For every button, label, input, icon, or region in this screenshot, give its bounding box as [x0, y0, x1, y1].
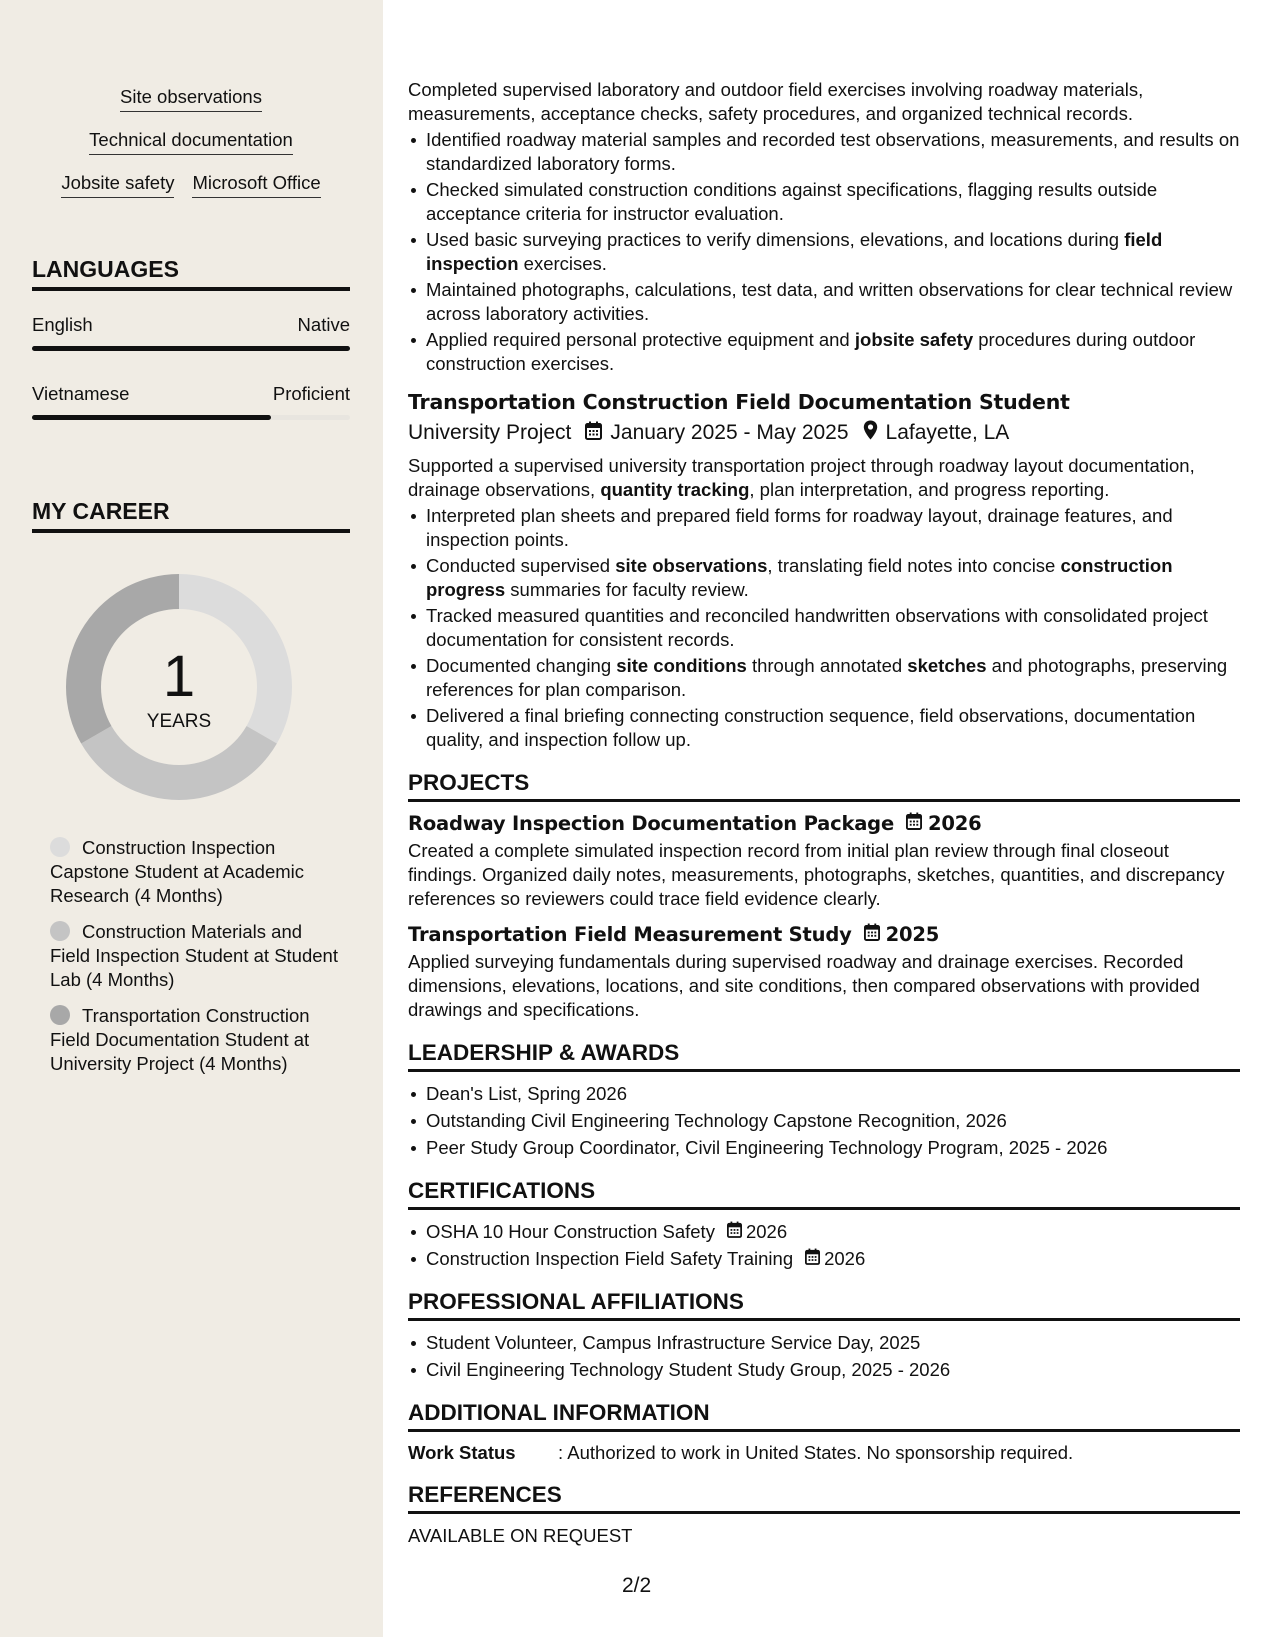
- career-legend-item: [50, 1004, 340, 1076]
- bullet-item: Tracked measured quantities and reconciled handwritten observations with consolidated project documentation for consistent records.: [408, 604, 1240, 652]
- skill-chip: Technical documentation: [89, 129, 293, 155]
- certifications-section: [408, 1178, 1240, 1271]
- section-heading: REFERENCES: [408, 1482, 1240, 1514]
- languages-heading: LANGUAGES: [32, 256, 350, 291]
- bullet-item: Documented changing site conditions through annotated sketches and photographs, preserving references for plan comparison.: [408, 654, 1240, 702]
- career-heading: MY CAREER: [32, 498, 350, 533]
- certification-year: 2026: [745, 1221, 788, 1242]
- job-summary: Completed supervised laboratory and outdoor field exercises involving roadway materials, measurements, acceptance checks, safety procedures, and organized technical records.: [408, 79, 1144, 124]
- project-title: Roadway Inspection Documentation Package 2026: [408, 812, 982, 835]
- section-heading: ADDITIONAL INFORMATION: [408, 1400, 1240, 1432]
- certification-item: Construction Inspection Field Safety Training 2026: [408, 1247, 1240, 1271]
- calendar-icon: [864, 923, 880, 946]
- bullet-item: Interpreted plan sheets and prepared field forms for roadway layout, drainage features, and inspection points.: [408, 504, 1240, 552]
- bullet-item: Applied required personal protective equipment and jobsite safety procedures during outdoor construction exercises.: [408, 328, 1240, 376]
- bullet-item: Delivered a final briefing connecting construction sequence, field observations, documentation quality, and inspection follow up.: [408, 704, 1240, 752]
- career-years-number: 1: [162, 644, 196, 709]
- career-years-label: YEARS: [146, 711, 212, 732]
- language-name: English: [32, 314, 93, 335]
- legend-dot: [50, 1005, 70, 1025]
- calendar-icon: [585, 421, 602, 446]
- calendar-icon: [727, 1220, 742, 1244]
- bullet-item: Checked simulated construction conditions against specifications, flagging results outside acceptance criteria for instructor evaluation.: [408, 178, 1240, 226]
- affiliations-section: [408, 1289, 1240, 1382]
- project-year: 2026: [927, 812, 982, 835]
- career-item-text: Transportation Construction Field Documentation Student at University Project (4 Months): [50, 1005, 310, 1074]
- language-bar: [32, 415, 350, 420]
- job-dates: January 2025 - May 2025: [610, 421, 849, 444]
- experience-continued: [408, 78, 1240, 376]
- experience-item: [408, 390, 1240, 752]
- job-summary: Supported a supervised university transportation project through roadway layout documentation, drainage observations, quantity tracking, plan interpretation, and progress reporting.: [408, 455, 1195, 500]
- work-status-value: : Authorized to work in United States. No sponsorship required.: [558, 1442, 1074, 1463]
- projects-section: [408, 770, 1240, 1022]
- donut-segment: [81, 726, 277, 800]
- project-year: 2025: [885, 923, 940, 946]
- career-legend-item: [50, 920, 340, 992]
- legend-dot: [50, 837, 70, 857]
- job-title: Transportation Construction Field Documentation Student: [408, 390, 1070, 414]
- additional-info-section: [408, 1400, 1240, 1464]
- skill-chip: Jobsite safety: [61, 172, 174, 198]
- project-title: Transportation Field Measurement Study 2025: [408, 923, 940, 946]
- language-bar: [32, 346, 350, 351]
- certification-year: 2026: [824, 1248, 866, 1269]
- section-heading: PROJECTS: [408, 770, 1240, 802]
- section-heading: CERTIFICATIONS: [408, 1178, 1240, 1210]
- affiliation-item: Civil Engineering Technology Student Study Group, 2025 - 2026: [408, 1358, 1240, 1382]
- references-section: [408, 1482, 1240, 1548]
- awards-section: [408, 1040, 1240, 1160]
- skills-list: [32, 86, 350, 215]
- language-level: Proficient: [272, 383, 350, 404]
- career-item-text: Construction Inspection Capstone Student at Academic Research (4 Months): [50, 837, 305, 906]
- award-item: Outstanding Civil Engineering Technology Capstone Recognition, 2026: [408, 1109, 1240, 1133]
- project-description: Applied surveying fundamentals during supervised roadway and drainage exercises. Recorded dimensions, elevations, locations, and site conditions, then compared observations with provided drawings and specifications.: [408, 951, 1200, 1020]
- career-item-text: Construction Materials and Field Inspection Student at Student Lab (4 Months): [50, 921, 338, 990]
- references-text: AVAILABLE ON REQUEST: [408, 1525, 633, 1546]
- page-number: 2/2: [622, 1574, 652, 1597]
- sidebar: [0, 0, 383, 1637]
- career-legend-item: [50, 836, 340, 908]
- language-bar-fill: [32, 346, 350, 351]
- main-content: [408, 78, 1240, 1548]
- job-location: Lafayette, LA: [885, 421, 1010, 444]
- language-vietnamese: [32, 383, 350, 420]
- award-item: Dean's List, Spring 2026: [408, 1082, 1240, 1106]
- language-name: Vietnamese: [32, 383, 130, 404]
- award-item: Peer Study Group Coordinator, Civil Engineering Technology Program, 2025 - 2026: [408, 1136, 1240, 1160]
- work-status-label: Work Status: [408, 1442, 516, 1463]
- career-legend: [50, 836, 340, 1088]
- job-meta: [408, 420, 1240, 446]
- job-org: University Project: [408, 421, 572, 444]
- bullet-item: Maintained photographs, calculations, test data, and written observations for clear technical review across laboratory activities.: [408, 278, 1240, 326]
- bullet-item: Conducted supervised site observations, translating field notes into concise construction progress summaries for faculty review.: [408, 554, 1240, 602]
- skill-chip: Site observations: [120, 86, 262, 112]
- work-status: [408, 1442, 1240, 1464]
- affiliation-item: Student Volunteer, Campus Infrastructure Service Day, 2025: [408, 1331, 1240, 1355]
- skill-chip: Microsoft Office: [192, 172, 320, 198]
- map-pin-icon: [863, 420, 878, 446]
- language-english: [32, 314, 350, 351]
- certification-item: OSHA 10 Hour Construction Safety 2026: [408, 1220, 1240, 1244]
- bullet-item: Identified roadway material samples and recorded test observations, measurements, and results on standardized laboratory forms.: [408, 128, 1240, 176]
- project-description: Created a complete simulated inspection record from initial plan review through final closeout findings. Organized daily notes, measurements, photographs, sketches, quantities, and discrepancy references so reviewers could trace field evidence clearly.: [408, 840, 1225, 909]
- calendar-icon: [805, 1247, 820, 1271]
- language-bar-fill: [32, 415, 271, 420]
- legend-dot: [50, 921, 70, 941]
- section-heading: PROFESSIONAL AFFILIATIONS: [408, 1289, 1240, 1321]
- calendar-icon: [906, 812, 922, 835]
- bullet-item: Used basic surveying practices to verify dimensions, elevations, and locations during field inspection exercises.: [408, 228, 1240, 276]
- language-level: Native: [297, 314, 350, 335]
- section-heading: LEADERSHIP & AWARDS: [408, 1040, 1240, 1072]
